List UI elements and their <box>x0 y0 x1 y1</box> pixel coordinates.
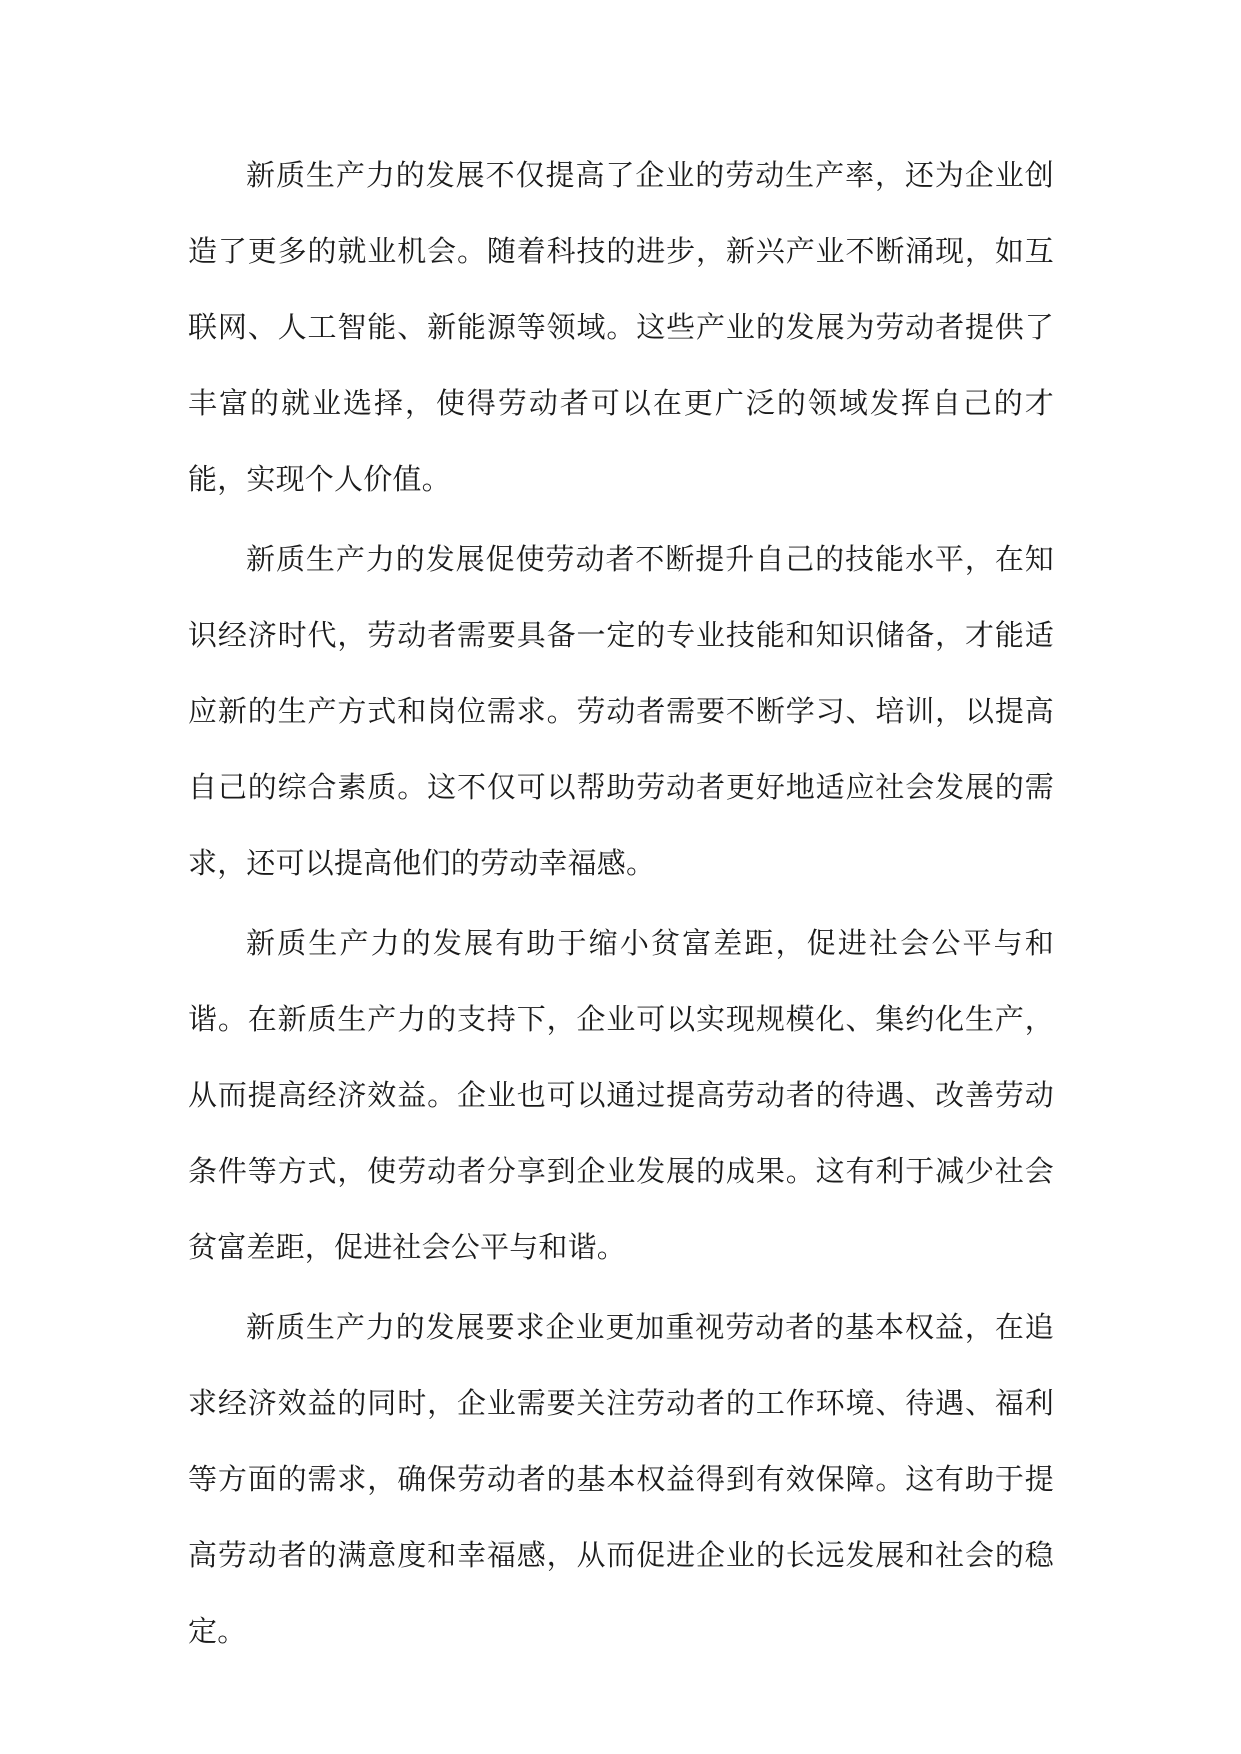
paragraph-skill-improvement: 新质生产力的发展促使劳动者不断提升自己的技能水平，在知识经济时代，劳动者需要具备一定的专业技能和知识储备，才能适应新的生产方式和岗位需求。劳动者需要不断学习、培训，以提高自己的综合素质。这不仅可以帮助劳动者更好地适应社会发展的需求，还可以提高他们的劳动幸福感。 <box>188 542 1054 880</box>
paragraph-wealth-gap: 新质生产力的发展有助于缩小贫富差距，促进社会公平与和谐。在新质生产力的支持下，企业可以实现规模化、集约化生产，从而提高经济效益。企业也可以通过提高劳动者的待遇、改善劳动条件等方式，使劳动者分享到企业发展的成果。这有利于减少社会贫富差距，促进社会公平与和谐。 <box>188 926 1054 1264</box>
document-body <box>188 137 1054 1673</box>
paragraph-worker-rights: 新质生产力的发展要求企业更加重视劳动者的基本权益，在追求经济效益的同时，企业需要关注劳动者的工作环境、待遇、福利等方面的需求，确保劳动者的基本权益得到有效保障。这有助于提高劳动者的满意度和幸福感，从而促进企业的长远发展和社会的稳定。 <box>188 1310 1054 1648</box>
paragraph-employment-opportunities: 新质生产力的发展不仅提高了企业的劳动生产率，还为企业创造了更多的就业机会。随着科技的进步，新兴产业不断涌现，如互联网、人工智能、新能源等领域。这些产业的发展为劳动者提供了丰富的就业选择，使得劳动者可以在更广泛的领域发挥自己的才能，实现个人价值。 <box>188 158 1054 496</box>
